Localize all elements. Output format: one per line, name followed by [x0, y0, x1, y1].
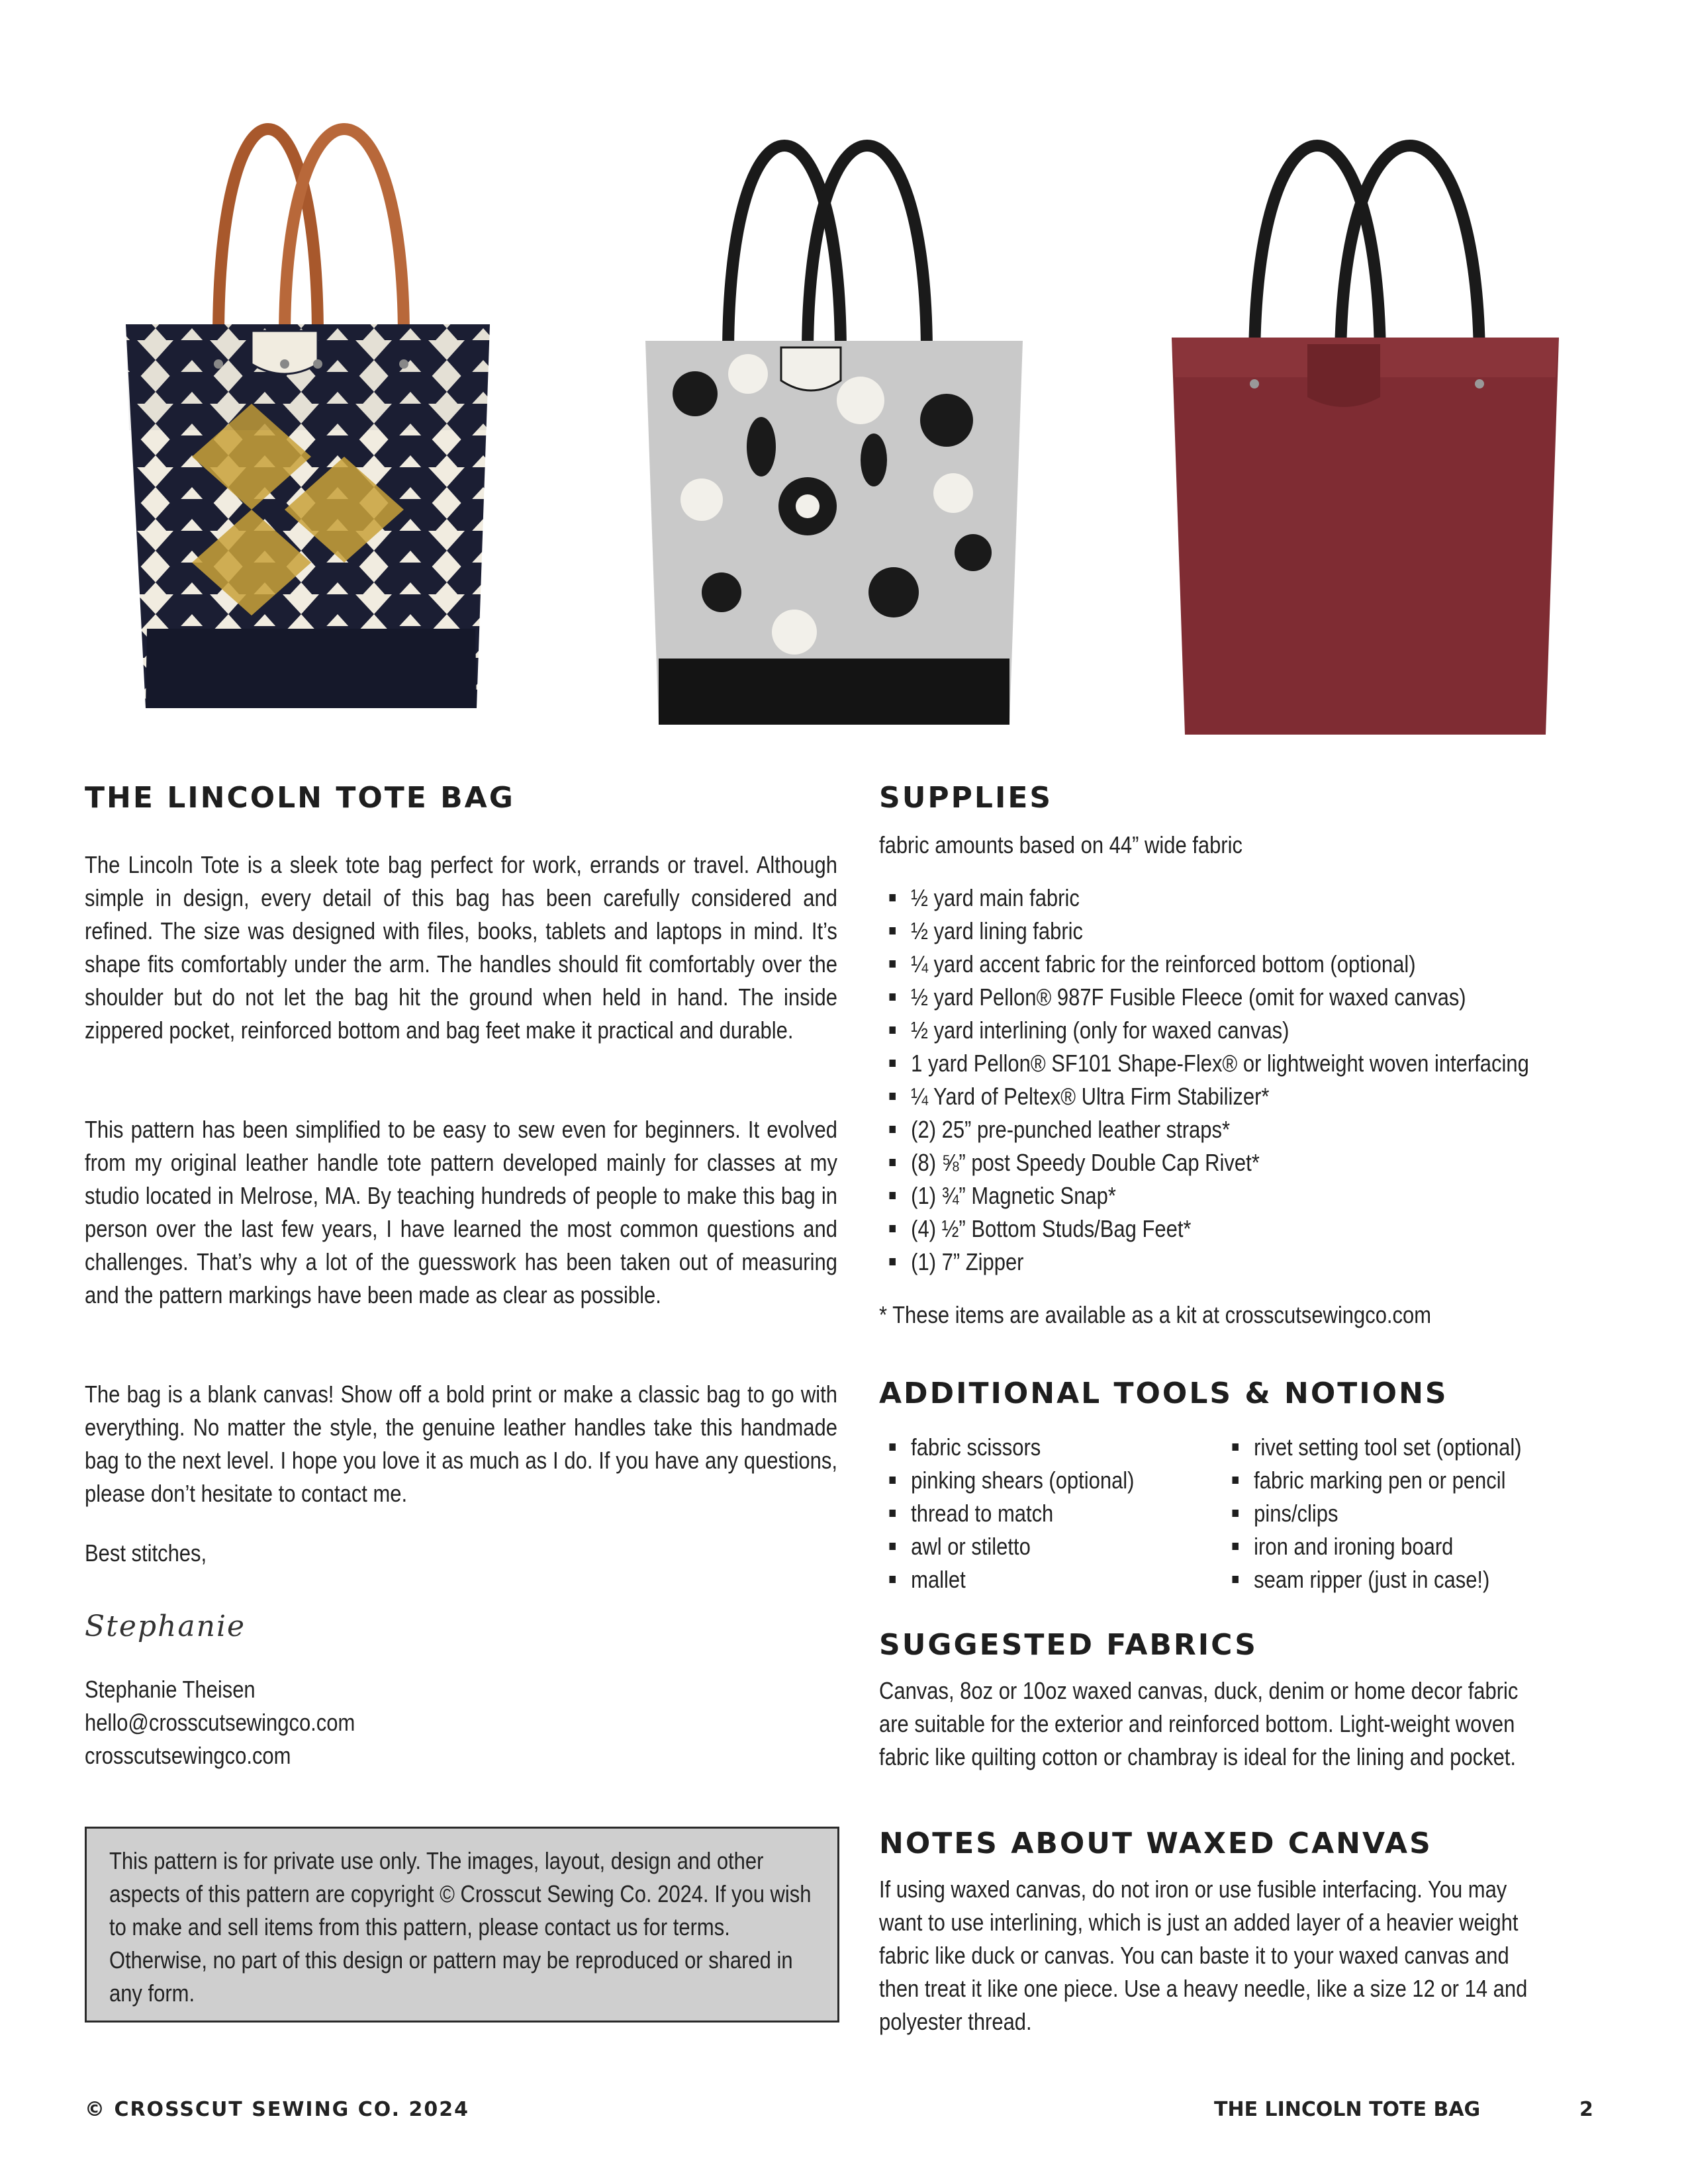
supply-item: (1) ¾” Magnetic Snap* [879, 1179, 1529, 1212]
supplies-heading: SUPPLIES [879, 781, 1053, 815]
footer-copyright: © CROSSCUT SEWING CO. 2024 [85, 2098, 469, 2121]
supply-item: ½ yard main fabric [879, 882, 1529, 915]
supply-item: (4) ½” Bottom Studs/Bag Feet* [879, 1212, 1529, 1246]
tool-item: pins/clips [1222, 1497, 1522, 1530]
tote-illustration-burgundy [1168, 86, 1566, 741]
intro-heading: THE LINCOLN TOTE BAG [85, 781, 515, 815]
fabrics-text: Canvas, 8oz or 10oz waxed canvas, duck, denim or home decor fabric are suitable for the exterior and reinforced bottom. Light-weight woven fabric like quilting cotton or chambray is ideal for the lining and pocket. [879, 1677, 1519, 1770]
supply-item: ¼ Yard of Peltex® Ultra Firm Stabilizer* [879, 1080, 1529, 1113]
supply-item: ¼ yard accent fabric for the reinforced bottom (optional) [879, 948, 1529, 981]
waxed-canvas-heading: NOTES ABOUT WAXED CANVAS [879, 1827, 1432, 1860]
tote-illustration-chevron [119, 86, 503, 715]
tool-item: iron and ironing board [1222, 1530, 1522, 1563]
tool-item: mallet [879, 1563, 1134, 1596]
supplies-list [879, 882, 1529, 1279]
contact-block [85, 1673, 837, 1772]
supply-item: ½ yard Pellon® 987F Fusible Fleece (omit for waxed canvas) [879, 981, 1529, 1014]
tote-illustration-floral [642, 89, 1026, 731]
author-website[interactable]: crosscutsewingco.com [85, 1742, 291, 1769]
supplies-note: fabric amounts based on 44” wide fabric [879, 831, 1243, 858]
intro-paragraph-1: The Lincoln Tote is a sleek tote bag perfect for work, errands or travel. Although simple in design, every detail of this bag has been carefully considered and refined. The size was designed with files, books, tablets and laptops in mind. It’s shape fits comfortably under the arm. The handles should fit comfortably over the shoulder but do not let the bag hit the ground when held in hand. The inside zippered pocket, reinforced bottom and bag feet make it practical and durable. [85, 851, 837, 1044]
tote-photo-chevron [119, 86, 503, 715]
intro-paragraph-3: The bag is a blank canvas! Show off a bold print or make a classic bag to go with everything. No matter the style, the genuine leather handles take this handmade bag to the next level. I hope you love it as much as I do. If you have any questions, please don’t hesitate to contact me. [85, 1381, 837, 1507]
tool-item: pinking shears (optional) [879, 1464, 1134, 1497]
tool-item: seam ripper (just in case!) [1222, 1563, 1522, 1596]
tool-item: fabric scissors [879, 1431, 1134, 1464]
author-name: Stephanie Theisen [85, 1676, 256, 1703]
tool-item: awl or stiletto [879, 1530, 1134, 1563]
tools-heading: ADDITIONAL TOOLS & NOTIONS [879, 1377, 1448, 1410]
intro-paragraph-2: This pattern has been simplified to be easy to sew even for beginners. It evolved from my original leather handle tote pattern developed mainly for classes at my studio located in Melrose, MA. By teaching hundreds of people to make this bag in person over the last few years, I have learned the most common questions and challenges. That’s why a lot of the guesswork has been taken out of measuring and the pattern markings have been made as clear as possible. [85, 1116, 837, 1308]
supply-item: (8) ⅝” post Speedy Double Cap Rivet* [879, 1146, 1529, 1179]
tool-item: fabric marking pen or pencil [1222, 1464, 1522, 1497]
copyright-notice: This pattern is for private use only. The images, layout, design and other aspects of this pattern are copyright © Crosscut Sewing Co. 2024. If you wish to make and sell items from this pattern, please contact us for terms. Otherwise, no part of this design or pattern may be reproduced or shared in any form. [109, 1847, 812, 2007]
supply-item: (2) 25” pre-punched leather straps* [879, 1113, 1529, 1146]
tote-photo-burgundy [1168, 86, 1566, 741]
waxed-canvas-text: If using waxed canvas, do not iron or use fusible interfacing. You may want to use interlining, which is just an added layer of a heavier weight fabric like duck or canvas. You can baste it to your waxed canvas and then treat it like one piece. Use a heavy needle, like a size 12 or 14 and polyester thread. [879, 1876, 1528, 2035]
supply-item: 1 yard Pellon® SF101 Shape-Flex® or lightweight woven interfacing [879, 1047, 1529, 1080]
tool-item: rivet setting tool set (optional) [1222, 1431, 1522, 1464]
page-number: 2 [1579, 2098, 1595, 2121]
supply-item: (1) 7” Zipper [879, 1246, 1529, 1279]
author-email[interactable]: hello@crosscutsewingco.com [85, 1709, 355, 1736]
signature: Stephanie [85, 1610, 246, 1643]
tools-list-column-1 [879, 1431, 1134, 1596]
tools-list-column-2 [1222, 1431, 1522, 1596]
footer-title: THE LINCOLN TOTE BAG [1214, 2098, 1481, 2121]
supply-item: ½ yard lining fabric [879, 915, 1529, 948]
closing-line: Best stitches, [85, 1539, 207, 1567]
copyright-box [85, 1827, 839, 2023]
supply-item: ½ yard interlining (only for waxed canvas) [879, 1014, 1529, 1047]
tool-item: thread to match [879, 1497, 1134, 1530]
kit-note: * These items are available as a kit at crosscutsewingco.com [879, 1301, 1432, 1328]
fabrics-heading: SUGGESTED FABRICS [879, 1628, 1258, 1662]
tote-photo-floral [642, 89, 1026, 731]
